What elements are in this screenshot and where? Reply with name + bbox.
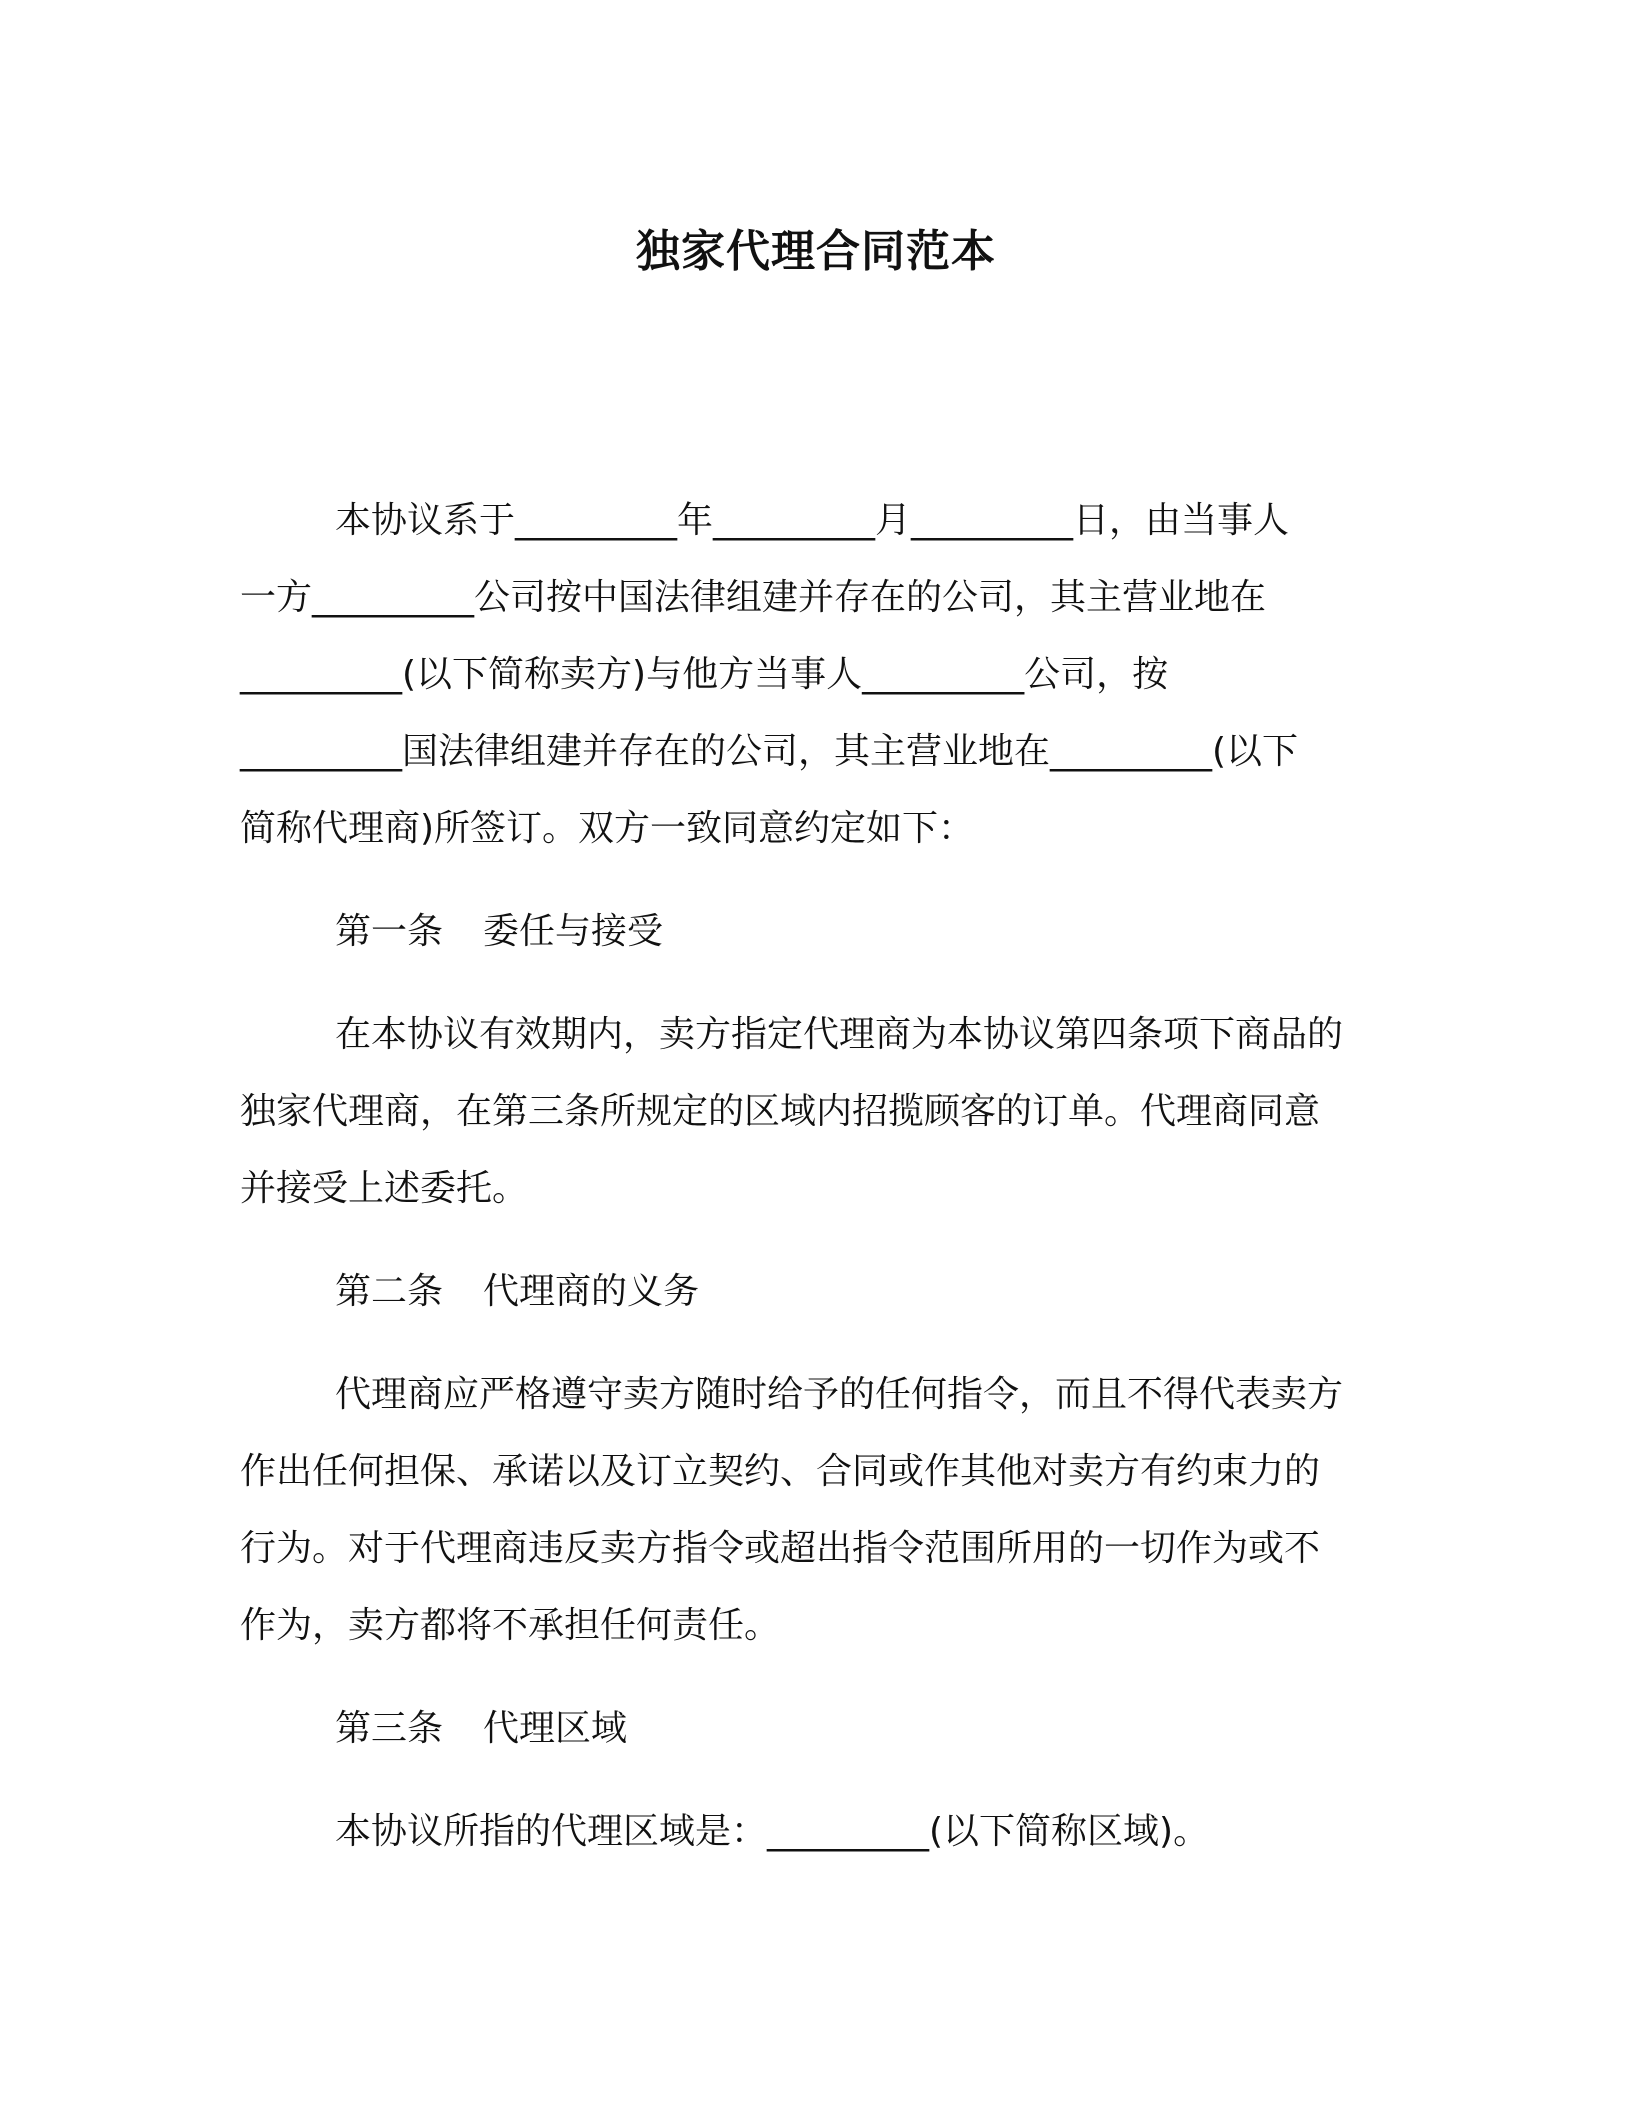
- article-heading: 委任与接受: [483, 911, 664, 952]
- article-line: 作出任何担保、承诺以及订立契约、合同或作其他对卖方有约束力的: [240, 1451, 1321, 1492]
- article-heading: 代理商的义务: [483, 1271, 700, 1312]
- article-number: 第二条: [335, 1271, 444, 1312]
- article-2-heading: [240, 1253, 1400, 1330]
- intro-line: 本协议系于_________年_________月_________日，由当事人: [335, 500, 1290, 541]
- article-number: 第一条: [335, 911, 444, 952]
- article-1-body: [240, 996, 1400, 1227]
- intro-line: _________国法律组建并存在的公司，其主营业地在_________(以下: [240, 731, 1299, 772]
- article-line: 在本协议有效期内，卖方指定代理商为本协议第四条项下商品的: [335, 1014, 1344, 1055]
- article-line: 并接受上述委托。: [240, 1168, 529, 1209]
- article-line: 独家代理商，在第三条所规定的区域内招揽顾客的订单。代理商同意: [240, 1091, 1321, 1132]
- article-1-heading: [240, 893, 1400, 970]
- intro-line: _________(以下简称卖方)与他方当事人_________公司，按: [240, 654, 1169, 695]
- intro-line: 一方_________公司按中国法律组建并存在的公司，其主营业地在: [240, 577, 1267, 618]
- article-line: 作为，卖方都将不承担任何责任。: [240, 1605, 781, 1646]
- article-number: 第三条: [335, 1708, 444, 1749]
- article-line: 代理商应严格遵守卖方随时给予的任何指令，而且不得代表卖方: [335, 1374, 1344, 1415]
- article-heading: 代理区域: [483, 1708, 628, 1749]
- article-3-body: [240, 1793, 1400, 1870]
- article-line: 行为。对于代理商违反卖方指令或超出指令范围所用的一切作为或不: [240, 1528, 1321, 1569]
- article-3-heading: [240, 1690, 1400, 1767]
- document-title: 独家代理合同范本: [636, 226, 996, 277]
- intro-line: 简称代理商)所签订。双方一致同意约定如下：: [240, 808, 975, 849]
- article-2-body: [240, 1356, 1400, 1664]
- article-line: 本协议所指的代理区域是：_________(以下简称区域)。: [335, 1811, 1210, 1852]
- intro-paragraph: [240, 482, 1400, 867]
